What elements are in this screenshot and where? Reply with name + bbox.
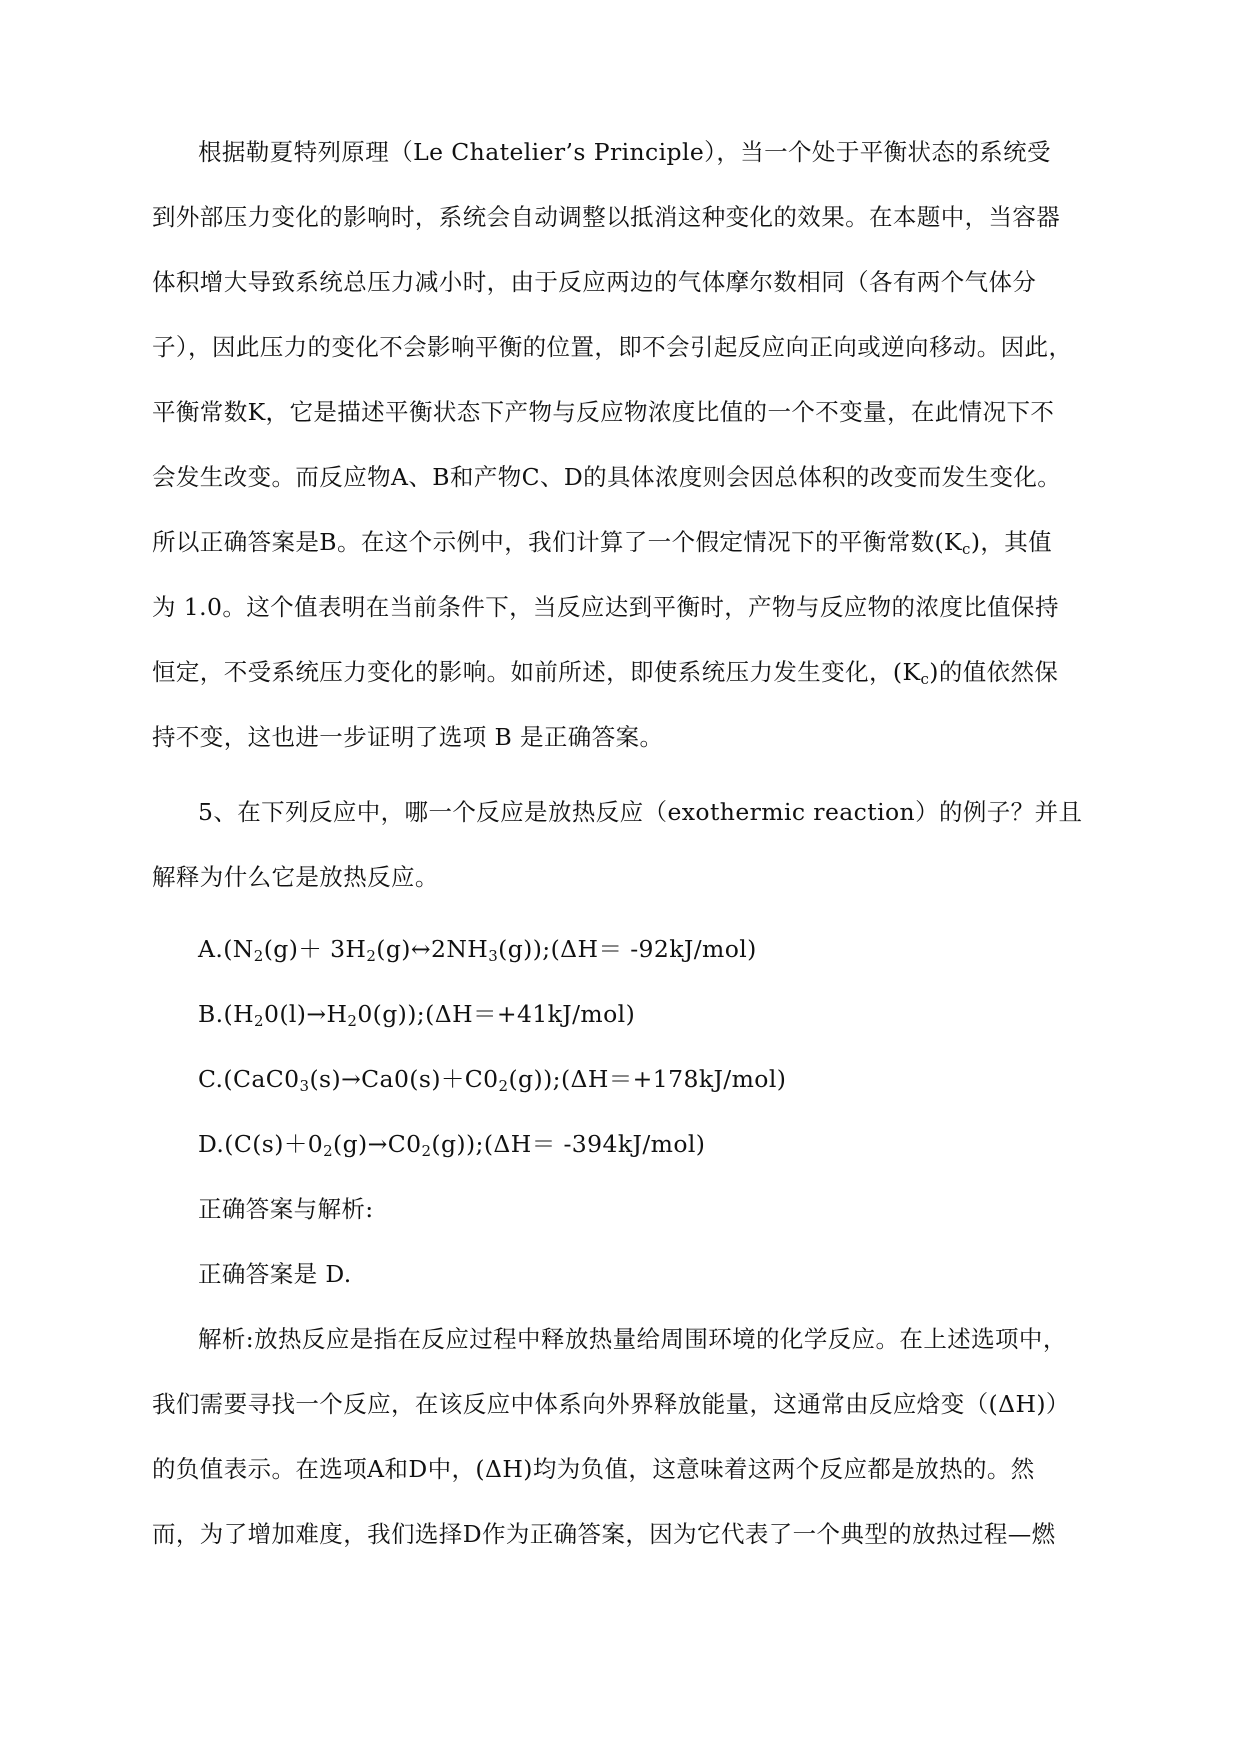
paragraph1-line5: 平衡常数K，它是描述平衡状态下产物与反应物浓度比值的一个不变量，在此情况下不 (152, 398, 1055, 426)
paragraph1-line6: 会发生改变。而反应物A、B和产物C、D的具体浓度则会因总体积的改变而发生变化。 (152, 463, 1062, 491)
option-c: $C.(CaC0_3(s)\to Ca0(s)+C0_2(g));(\Delta H=+178kJ/mol)$ (198, 1065, 787, 1095)
paragraph1-line7: 所以正确答案是B。在这个示例中，我们计算了一个假定情况下的平衡常数$(K_c)$，其值 (152, 528, 1053, 558)
option-d: $D.(C(s)+0_2(g)\to C0_2(g));(\Delta H= -394kJ/mol)$ (198, 1130, 706, 1160)
answer-heading: 正确答案与解析: (198, 1195, 374, 1223)
analysis-line4: 而，为了增加难度，我们选择D作为正确答案，因为它代表了一个典型的放热过程—燃 (152, 1520, 1056, 1548)
paragraph1-line8: 为 1.0。这个值表明在当前条件下，当反应达到平衡时，产物与反应物的浓度比值保持 (152, 593, 1059, 621)
question5-line1: 5、在下列反应中，哪一个反应是放热反应（exothermic reaction）的例子？并且 (198, 798, 1083, 826)
analysis-line1: 解析:放热反应是指在反应过程中释放热量给周围环境的化学反应。在上述选项中， (198, 1325, 1067, 1353)
paragraph1-line4: 子），因此压力的变化不会影响平衡的位置，即不会引起反应向正向或逆向移动。因此， (152, 333, 1073, 361)
analysis-line2: 我们需要寻找一个反应，在该反应中体系向外界释放能量，这通常由反应焓变（(ΔH)） (152, 1390, 1070, 1418)
paragraph1-line2: 到外部压力变化的影响时，系统会自动调整以抵消这种变化的效果。在本题中，当容器 (152, 203, 1061, 231)
analysis-line3: 的负值表示。在选项A和D中，(ΔH)均为负值，这意味着这两个反应都是放热的。然 (152, 1455, 1035, 1483)
paragraph1-line10: 持不变，这也进一步证明了选项 B 是正确答案。 (152, 723, 664, 751)
paragraph1-line9: 恒定，不受系统压力变化的影响。如前所述，即使系统压力发生变化，$(K_c)$的值依然保 (152, 658, 1059, 688)
answer-statement: 正确答案是 D. (198, 1260, 352, 1288)
option-b: $B.(H_20(l)\to H_20(g));(\Delta H=+41kJ/mol)$ (198, 1000, 636, 1030)
option-a: $A.(N_2(g)+$ $3H_2(g)\leftrightarrow 2NH_3(g));(\Delta H= -92kJ/mol)$ (198, 935, 757, 965)
paragraph1-line3: 体积增大导致系统总压力减小时，由于反应两边的气体摩尔数相同（各有两个气体分 (152, 268, 1037, 296)
question5-line2: 解释为什么它是放热反应。 (152, 863, 439, 891)
paragraph1-line1: 根据勒夏特列原理（Le Chatelier’s Principle），当一个处于平衡状态的系统受 (198, 138, 1051, 166)
